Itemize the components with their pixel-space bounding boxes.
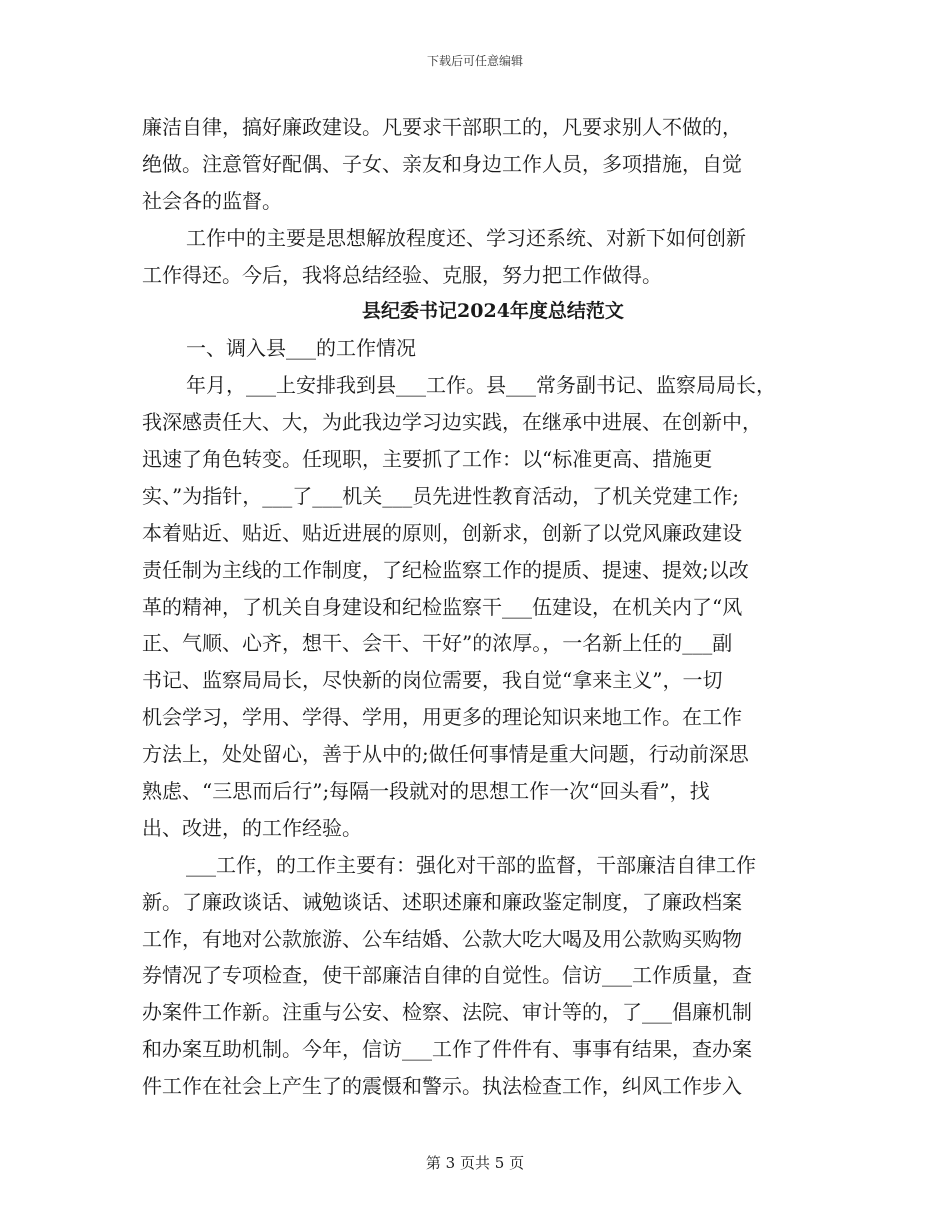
text-line: 工作得还。今后，我将总结经验、克服，努力把工作做得。 bbox=[142, 262, 662, 287]
text-line: 正、气顺、心齐，想干、会干、干好”的浓厚。，一名新上任的___副 bbox=[142, 631, 733, 656]
text-line: 新。了廉政谈话、诫勉谈话、述职述廉和廉政鉴定制度，了廉政档案 bbox=[142, 889, 742, 914]
text-line: 出、改进，的工作经验。 bbox=[142, 815, 362, 840]
text-line: 工作中的主要是思想解放程度还、学习还系统、对新下如何创新 bbox=[186, 225, 746, 250]
text-line: 实、”为指针，___了___机关___员先进性教育活动，了机关党建工作; bbox=[142, 483, 739, 508]
text-line: 书记、监察局局长，尽快新的岗位需要，我自觉“拿来主义”，一切 bbox=[142, 668, 723, 693]
text-line: 社会各的监督。 bbox=[142, 188, 282, 213]
text-line: 一、调入县___的工作情况 bbox=[186, 336, 416, 361]
text-line: 廉洁自律，搞好廉政建设。凡要求干部职工的，凡要求别人不做的， bbox=[142, 115, 742, 139]
text-line: 件工作在社会上产生了的震慑和警示。执法检查工作，纠风工作步入 bbox=[142, 1074, 742, 1099]
text-line: 迅速了角色转变。任现职，主要抓了工作：以“标准更高、措施更 bbox=[142, 447, 713, 472]
page-header: 下载后可任意编辑 bbox=[426, 54, 523, 68]
section-title: 县纪委书记2024年度总结范文 bbox=[362, 300, 624, 323]
text-line: 方法上，处处留心，善于从中的;做任何事情是重大问题，行动前深思 bbox=[142, 742, 749, 767]
text-line: 本着贴近、贴近、贴近进展的原则，创新求，创新了以党风廉政建设 bbox=[142, 520, 742, 545]
text-line: 机会学习，学用、学得、学用，用更多的理论知识来地工作。在工作 bbox=[142, 705, 742, 730]
text-line: ___工作，的工作主要有：强化对干部的监督，干部廉洁自律工作 bbox=[186, 852, 756, 877]
text-line: 工作，有地对公款旅游、公车结婚、公款大吃大喝及用公款购买购物 bbox=[142, 926, 742, 951]
text-line: 券情况了专项检查，使干部廉洁自律的自觉性。信访___工作质量，查 bbox=[142, 963, 752, 988]
page-number: 第 3 页共 5 页 bbox=[425, 1154, 525, 1172]
text-line: 绝做。注意管好配偶、子女、亲友和身边工作人员，多项措施，自觉 bbox=[142, 151, 742, 176]
text-line: 年月，___上安排我到县___工作。县___常务副书记、监察局局长， bbox=[186, 373, 776, 398]
text-line: 办案件工作新。注重与公安、检察、法院、审计等的，了___倡廉机制 bbox=[142, 1000, 752, 1025]
text-line: 和办案互助机制。今年，信访___工作了件件有、事事有结果，查办案 bbox=[142, 1037, 752, 1062]
text-line: 我深感责任大、大，为此我边学习边实践，在继承中进展、在创新中， bbox=[142, 410, 762, 435]
text-line: 责任制为主线的工作制度，了纪检监察工作的提质、提速、提效;以改 bbox=[142, 557, 749, 582]
text-line: 革的精神，了机关自身建设和纪检监察干___伍建设，在机关内了“风 bbox=[142, 594, 743, 619]
text-line: 熟虑、“三思而后行”;每隔一段就对的思想工作一次“回头看”，找 bbox=[142, 779, 710, 804]
document-body bbox=[142, 109, 814, 1105]
